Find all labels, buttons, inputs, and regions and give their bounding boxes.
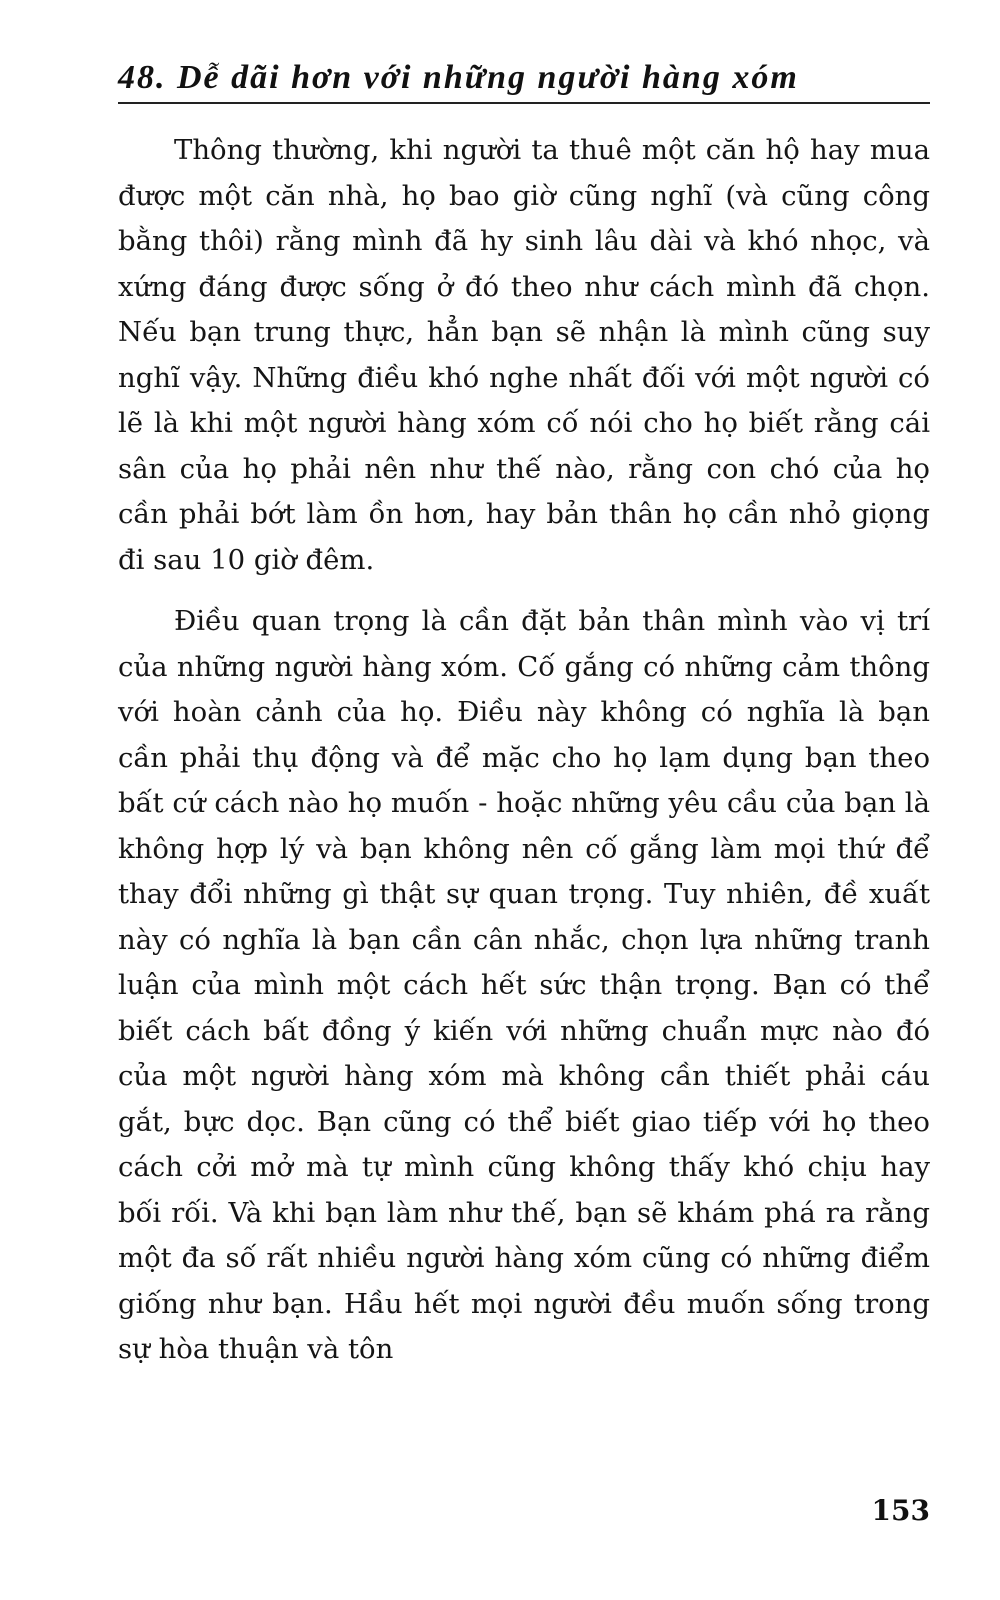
paragraph-1: Thông thường, khi người ta thuê một căn hộ hay mua được một căn nhà, họ bao giờ cũng nghĩ (và cũng công bằng thôi) rằng mình đã hy sinh lâu dài và khó nhọc, và xứng đáng được sống ở đó theo như cách mình đã chọn. Nếu bạn trung thực, hẳn bạn sẽ nhận là mình cũng suy nghĩ vậy. Những điều khó nghe nhất đối với một người có lẽ là khi một người hàng xóm cố nói cho họ biết rằng cái sân của họ phải nên như thế nào, rằng con chó của họ cần phải bớt làm ồn hơn, hay bản thân họ cần nhỏ giọng đi sau 10 giờ đêm. [118,134,930,576]
body-text [118,128,930,1389]
paragraph-2: Điều quan trọng là cần đặt bản thân mình vào vị trí của những người hàng xóm. Cố gắng có những cảm thông với hoàn cảnh của họ. Điều này không có nghĩa là bạn cần phải thụ động và để mặc cho họ lạm dụng bạn theo bất cứ cách nào họ muốn - hoặc những yêu cầu của bạn là không hợp lý và bạn không nên cố gắng làm mọi thứ để thay đổi những gì thật sự quan trọng. Tuy nhiên, đề xuất này có nghĩa là bạn cần cân nhắc, chọn lựa những tranh luận của mình một cách hết sức thận trọng. Bạn có thể biết cách bất đồng ý kiến với những chuẩn mực nào đó của một người hàng xóm mà không cần thiết phải cáu gắt, bực dọc. Bạn cũng có thể biết giao tiếp với họ theo cách cởi mở mà tự mình cũng không thấy khó chịu hay bối rối. Và khi bạn làm như thế, bạn sẽ khám phá ra rằng một đa số rất nhiều người hàng xóm cũng có những điểm giống như bạn. Hầu hết mọi người đều muốn sống trong sự hòa thuận và tôn [118,605,930,1365]
running-head: 48. Dễ dãi hơn với những người hàng xóm [118,59,799,96]
page-number: 153 [871,1494,930,1527]
header-rule [118,102,930,104]
